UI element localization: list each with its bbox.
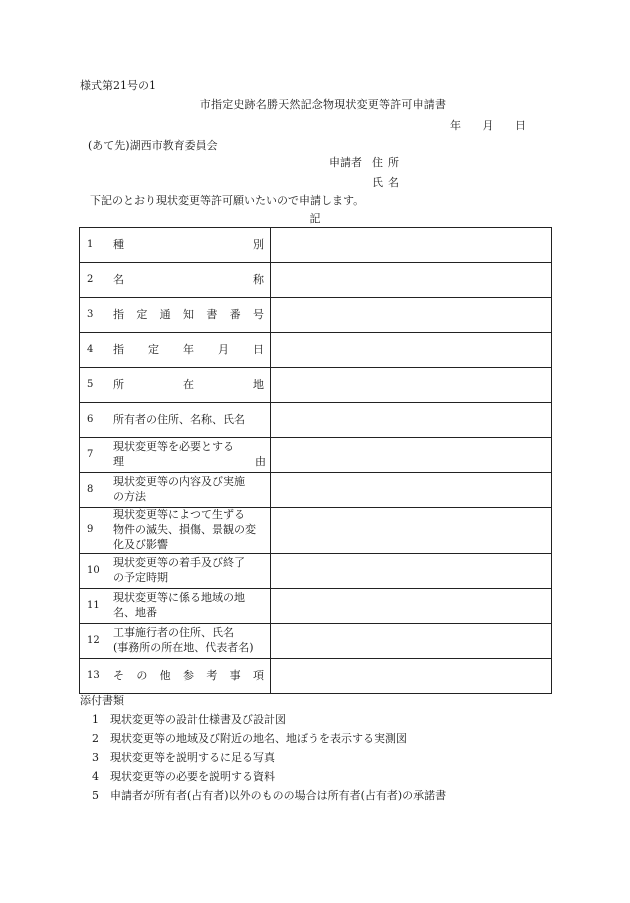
item-value-field[interactable]: [271, 553, 552, 588]
item-number: 7: [80, 438, 114, 473]
attachment-number: 2: [92, 732, 99, 745]
item-label-text: 種 別: [113, 238, 264, 252]
item-label: [113, 263, 271, 298]
item-label-line: 理 由: [113, 455, 266, 468]
item-label: [113, 623, 271, 658]
attachment-item: [92, 732, 407, 745]
item-label-line: 現状変更等の内容及び実施: [113, 475, 245, 489]
item-label: [113, 333, 271, 368]
item-label-text: そ の 他 参 考 事 項: [113, 668, 264, 682]
date-day: 日: [515, 119, 526, 132]
table-row: [80, 333, 552, 368]
attachment-item: [92, 751, 275, 764]
item-label: [113, 588, 271, 623]
item-number: 2: [80, 263, 114, 298]
item-number: 13: [80, 658, 114, 693]
applicant-label: 申請者: [329, 156, 362, 169]
attachment-number: 1: [92, 713, 99, 726]
item-label-line: 現状変更等を必要とする: [113, 440, 234, 454]
item-label-line: の予定時期: [113, 570, 168, 584]
item-value-field[interactable]: [271, 228, 552, 263]
item-label-text: 所 在 地: [113, 378, 264, 392]
table-row: [80, 368, 552, 403]
item-label-line: 現状変更等によつて生ずる: [113, 508, 245, 521]
attachment-number: 3: [92, 751, 99, 764]
attachment-text: 現状変更等の地域及び附近の地名、地ぼうを表示する実測図: [110, 732, 407, 745]
item-label: [113, 403, 271, 438]
table-row: [80, 438, 552, 473]
table-row: [80, 263, 552, 298]
item-label-text: 名 称: [113, 273, 264, 287]
item-number: 4: [80, 333, 114, 368]
item-number: 12: [80, 623, 114, 658]
item-label-line: 物件の滅失、損傷、景観の変: [113, 522, 256, 536]
item-value-field[interactable]: [271, 473, 552, 508]
table-row: [80, 658, 552, 693]
item-label-line: の方法: [113, 490, 146, 503]
item-value-field[interactable]: [271, 333, 552, 368]
attachment-text: 現状変更等の設計仕様書及び設計図: [110, 713, 286, 726]
item-label-line: 現状変更等に係る地域の地: [113, 590, 245, 604]
attachment-item: [92, 770, 275, 783]
table-row: [80, 508, 552, 554]
attachment-item: [92, 713, 286, 726]
item-label: [113, 473, 271, 508]
table-row: [80, 588, 552, 623]
attachment-text: 申請者が所有者(占有者)以外のものの場合は所有者(占有者)の承諾書: [110, 789, 447, 802]
attachments-heading: 添付書類: [80, 694, 124, 707]
application-items-table: [79, 227, 552, 694]
item-label-line: 現状変更等の着手及び終了: [113, 555, 245, 569]
applicant-address-label: 住所: [372, 156, 404, 169]
attachment-text: 現状変更等を説明するに足る写真: [110, 751, 275, 764]
date-line: [450, 119, 526, 132]
addressee: (あて先)湖西市教育委員会: [88, 139, 218, 152]
item-number: 8: [80, 473, 114, 508]
table-row: [80, 298, 552, 333]
item-label: [113, 553, 271, 588]
item-label: [113, 228, 271, 263]
item-value-field[interactable]: [271, 658, 552, 693]
form-number: 様式第21号の1: [80, 79, 156, 92]
date-year: 年: [450, 119, 461, 132]
document-title: 市指定史跡名勝天然記念物現状変更等許可申請書: [199, 98, 447, 111]
table-row: [80, 473, 552, 508]
item-number: 3: [80, 298, 114, 333]
item-number: 5: [80, 368, 114, 403]
record-heading: 記: [309, 212, 321, 225]
item-label: [113, 658, 271, 693]
item-number: 1: [80, 228, 114, 263]
table-row: [80, 228, 552, 263]
item-label-text: 指 定 通 知 書 番 号: [113, 308, 264, 322]
item-value-field[interactable]: [271, 263, 552, 298]
attachment-number: 4: [92, 770, 99, 783]
item-value-field[interactable]: [271, 588, 552, 623]
item-label-line: (事務所の所在地、代表者名): [113, 640, 254, 654]
intro-text: 下記のとおり現状変更等許可願いたいので申請します。: [90, 194, 365, 207]
item-value-field[interactable]: [271, 298, 552, 333]
item-value-field[interactable]: [271, 508, 552, 554]
item-value-field[interactable]: [271, 403, 552, 438]
item-value-field[interactable]: [271, 438, 552, 473]
item-label-text: 指 定 年 月 日: [113, 343, 264, 357]
item-value-field[interactable]: [271, 368, 552, 403]
item-number: 10: [80, 553, 114, 588]
item-label: [113, 508, 271, 554]
date-month: 月: [482, 119, 494, 132]
item-label-text: 所有者の住所、名称、氏名: [113, 412, 245, 426]
attachment-item: [92, 789, 446, 802]
table-row: [80, 623, 552, 658]
item-label: [113, 298, 271, 333]
table-row: [80, 553, 552, 588]
attachment-text: 現状変更等の必要を説明する資料: [110, 770, 275, 783]
item-label-line: 化及び影響: [113, 537, 168, 551]
table-row: [80, 403, 552, 438]
item-value-field[interactable]: [271, 623, 552, 658]
item-label-line: 工事施行者の住所、氏名: [113, 625, 234, 639]
item-label: [113, 368, 271, 403]
item-number: 11: [80, 588, 114, 623]
attachment-number: 5: [92, 789, 99, 802]
item-label: [113, 438, 271, 473]
item-number: 9: [80, 508, 114, 554]
item-number: 6: [80, 403, 114, 438]
item-label-line: 名、地番: [113, 605, 157, 619]
applicant-name-label: 氏名: [372, 176, 404, 189]
